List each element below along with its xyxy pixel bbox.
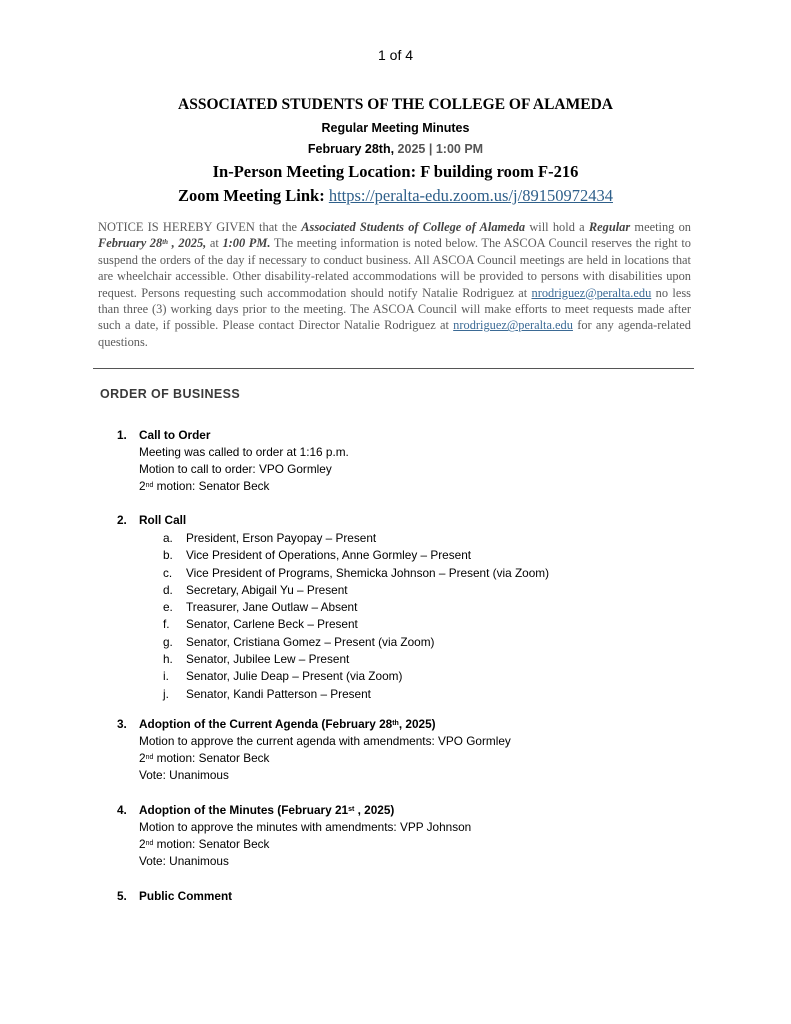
- notice-text: for any agenda-related questions.: [98, 318, 691, 349]
- notice-org: Associated Students of College of Alameda: [301, 220, 526, 234]
- zoom-link[interactable]: https://peralta-edu.zoom.us/j/89150972434: [328, 186, 613, 205]
- roll-call-entry: j. Senator, Kandi Patterson – Present: [163, 686, 371, 701]
- roll-call-entry: i. Senator, Julie Deap – Present (via Zoom): [163, 669, 403, 684]
- vote-result: Vote: Unanimous: [139, 854, 229, 868]
- roll-call-list: [163, 530, 549, 703]
- meeting-time: 1:00 PM: [435, 142, 484, 156]
- item-number: 1.: [117, 428, 127, 442]
- meeting-year: 2025: [397, 142, 426, 156]
- notice-time: 1:00 PM.: [222, 236, 271, 251]
- meeting-notice: [98, 219, 691, 350]
- notice-date-suffix: th: [162, 238, 169, 247]
- item-line: Motion to call to order: VPO Gormley: [139, 462, 332, 476]
- meeting-date: February 28th,: [307, 142, 395, 156]
- second-motion: 2nd motion: Senator Beck: [139, 751, 270, 765]
- divider: [93, 368, 694, 369]
- notice-text: will hold a: [525, 220, 589, 234]
- roll-call-entry: g. Senator, Cristiana Gomez – Present (via Zoom): [163, 634, 435, 649]
- email-link[interactable]: nrodriguez@peralta.edu: [453, 318, 573, 333]
- notice-text: meeting on: [630, 220, 691, 234]
- org-title: ASSOCIATED STUDENTS OF THE COLLEGE OF ALAMEDA: [178, 96, 613, 113]
- roll-call-entry: a. President, Erson Payopay – Present: [163, 531, 377, 545]
- roll-call-entry: f. Senator, Carlene Beck – Present: [163, 617, 358, 632]
- item-number: 4.: [117, 803, 127, 817]
- roll-call-entry: d. Secretary, Abigail Yu – Present: [163, 582, 348, 597]
- item-line: Motion to approve the current agenda with amendments: VPO Gormley: [139, 734, 511, 748]
- item-title: Call to Order: [139, 428, 211, 442]
- roll-call-entry: c. Vice President of Programs, Shemicka Johnson – Present (via Zoom): [163, 565, 550, 580]
- second-motion: 2nd motion: Senator Beck: [139, 837, 270, 851]
- item-title: Adoption of the Current Agenda (February 28th, 2025): [139, 717, 436, 731]
- item-title: Public Comment: [139, 889, 233, 903]
- page-number: 1 of 4: [377, 47, 414, 63]
- order-of-business-heading: ORDER OF BUSINESS: [100, 387, 241, 401]
- vote-result: Vote: Unanimous: [139, 768, 229, 782]
- meeting-type: Regular Meeting Minutes: [321, 121, 470, 135]
- email-link[interactable]: nrodriguez@peralta.edu: [531, 285, 652, 300]
- notice-date: February 28: [98, 236, 163, 251]
- notice-text: no less than three (3) working days prior to the meeting. The ASCOA Council will make efforts to meet requests made after such a date, if possible. Please contact Director Natalie Rodriguez at: [98, 285, 691, 333]
- item-number: 2.: [117, 513, 127, 527]
- item-title: Roll Call: [139, 513, 187, 527]
- roll-call-entry: b. Vice President of Operations, Anne Gormley – Present: [163, 548, 472, 563]
- notice-text: at: [206, 236, 223, 251]
- item-number: 3.: [117, 717, 127, 731]
- item-number: 5.: [117, 889, 127, 903]
- second-motion: 2nd motion: Senator Beck: [139, 479, 270, 493]
- item-line: Meeting was called to order at 1:16 p.m.: [139, 445, 349, 459]
- notice-date-year: , 2025,: [168, 236, 207, 251]
- meeting-date-line: [0, 142, 791, 156]
- meeting-location: In-Person Meeting Location: F building room F-216: [212, 162, 579, 181]
- roll-call-entry: e. Treasurer, Jane Outlaw – Absent: [163, 600, 358, 615]
- notice-text: The meeting information is noted below. The ASCOA Council reserves the right to suspend the orders of the day if necessary to conduct business. All ASCOA Council meetings are held in locations that are wheelchair accessible. Other disability-related accommodations will be provided to persons with disabilities upon request. Persons requesting such accommodation should notify Natalie Rodriguez at: [98, 236, 691, 300]
- date-separator: |: [428, 142, 433, 156]
- notice-meeting-type: Regular: [588, 220, 631, 234]
- roll-call-entry: h. Senator, Jubilee Lew – Present: [163, 652, 350, 667]
- zoom-label: Zoom Meeting Link:: [178, 186, 325, 205]
- item-title: Adoption of the Minutes (February 21st , 2025): [139, 803, 395, 817]
- item-line: Motion to approve the minutes with amendments: VPP Johnson: [139, 820, 472, 834]
- zoom-line: [0, 186, 791, 206]
- notice-text: NOTICE IS HEREBY GIVEN that the: [98, 220, 302, 234]
